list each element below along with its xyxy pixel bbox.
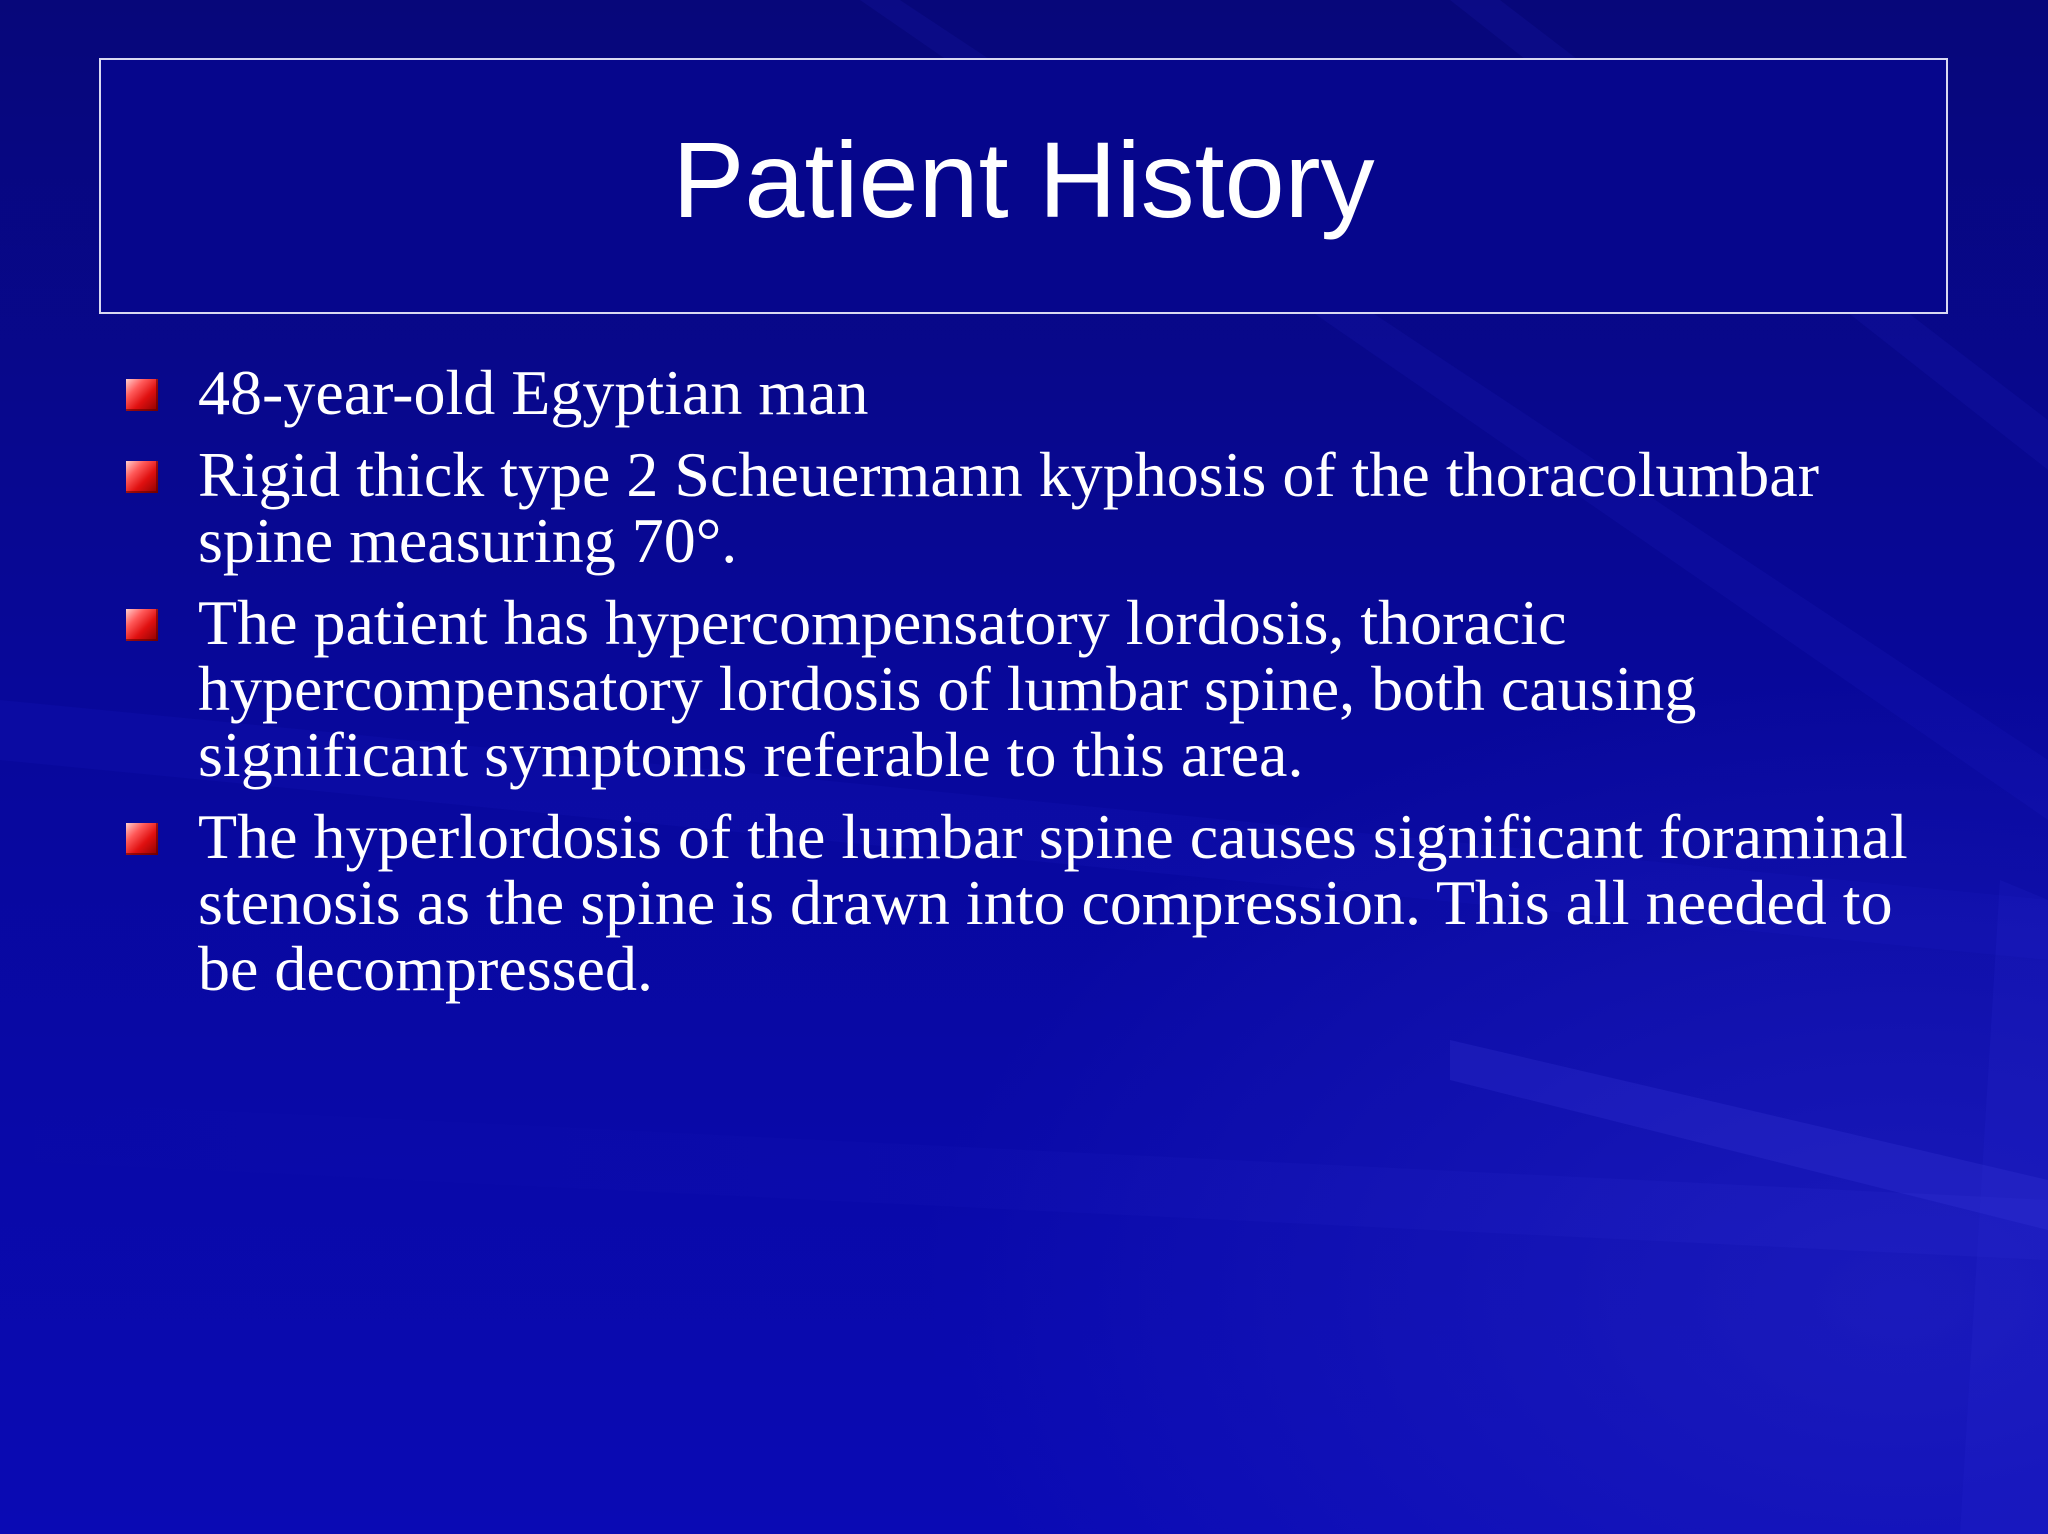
bullet-item	[124, 357, 1924, 428]
red-square-bullet-icon	[126, 823, 158, 855]
bullet-item	[124, 801, 1924, 1004]
slide-title: Patient History	[672, 119, 1375, 240]
bullet-item	[124, 439, 1924, 576]
bullet-text: Rigid thick type 2 Scheuermann kyphosis of the thoracolumbar spine measuring 70°.	[198, 439, 1819, 576]
bullet-item	[124, 587, 1924, 790]
red-square-bullet-icon	[126, 461, 158, 493]
red-square-bullet-icon	[126, 379, 158, 411]
bullet-list	[124, 357, 1924, 1018]
bullet-text: The hyperlordosis of the lumbar spine causes significant foraminal stenosis as the spine is drawn into compression. This all needed to be decompressed.	[198, 801, 1908, 1004]
title-box	[99, 58, 1948, 314]
bullet-text: 48-year-old Egyptian man	[198, 357, 869, 428]
bullet-text: The patient has hypercompensatory lordosis, thoracic hypercompensatory lordosis of lumbar spine, both causing significant symptoms referable to this area.	[198, 587, 1697, 790]
red-square-bullet-icon	[126, 609, 158, 641]
